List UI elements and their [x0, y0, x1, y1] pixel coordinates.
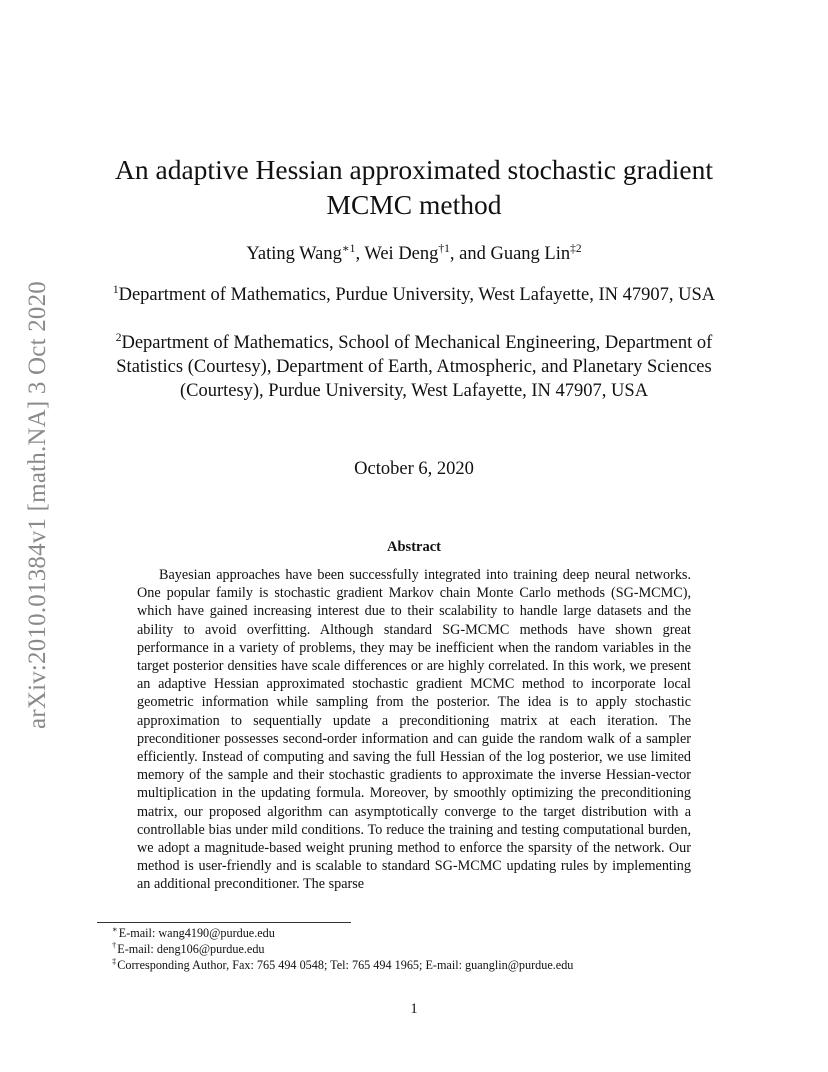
affiliation-marker: 1	[112, 283, 119, 296]
footnote-marker: †	[112, 940, 117, 951]
footnote-item	[112, 925, 732, 941]
affiliation-1	[96, 283, 732, 307]
title-line-1: An adaptive Hessian approximated stochastic gradient	[115, 154, 713, 185]
affiliation-marker: 2	[115, 331, 122, 344]
author-separator: ,	[355, 244, 365, 264]
footnote-text: E-mail: deng106@purdue.edu	[117, 942, 265, 957]
author-marks: ‡2	[570, 242, 582, 255]
footnote-item	[112, 941, 732, 957]
arxiv-identifier: arXiv:2010.01384v1 [math.NA] 3 Oct 2020	[24, 280, 51, 730]
footnote-divider	[97, 922, 351, 923]
abstract-text: Bayesian approaches have been successfully integrated into training deep neural networks. One popular family is stochastic gradient Markov chain Monte Carlo methods (SG-MCMC), which have gained increasing interest due to their scalability to handle large datasets and the ability to avoid overfitting. Although standard SG-MCMC methods have shown great performance in a variety of problems, they may be inefficient when the random variables in the target posterior densities have scale differences or are highly correlated. In this work, we present an adaptive Hessian approximated stochastic gradient MCMC method to incorporate local geometric information while sampling from the posterior. The idea is to apply stochastic approximation to sequentially update a preconditioning matrix at each iteration. The preconditioner possesses second-order information and can guide the random walk of a sampler efficiently. Instead of computing and saving the full Hessian of the log posterior, we use limited memory of the sample and their stochastic gradients to approximate the inverse Hessian-vector multiplication in the updating formula. Moreover, by smoothly optimizing the preconditioning matrix, our proposed algorithm can asymptotically converge to the target distribution with a controllable bias under mild conditions. To reduce the training and testing computational burden, we adopt a magnitude-based weight pruning method to enforce the sparsity of the network. Our method is user-friendly and is scalable to standard SG-MCMC updating rules by implementing an additional preconditioner. The sparse	[137, 567, 691, 893]
author-separator: , and	[449, 244, 491, 264]
author-marks: †1	[438, 242, 450, 255]
page-number: 1	[410, 1001, 418, 1017]
footnote-item	[112, 957, 732, 973]
author-list	[100, 242, 728, 266]
footnote-text: Corresponding Author, Fax: 765 494 0548; Tel: 765 494 1965; E-mail: guanglin@purdue.edu	[117, 958, 574, 973]
footnote-text: E-mail: wang4190@purdue.edu	[118, 926, 275, 940]
publication-date: October 6, 2020	[354, 459, 474, 479]
author-name: Wei Deng	[364, 244, 439, 264]
paper-title	[100, 152, 728, 222]
footnotes	[112, 925, 732, 974]
author-marks: ∗1	[341, 242, 356, 255]
footnote-marker: ∗	[112, 923, 118, 934]
footnote-marker: ‡	[112, 956, 117, 967]
affiliation-text: Department of Mathematics, Purdue University, West Lafayette, IN 47907, USA	[118, 285, 716, 305]
affiliation-text: Department of Mathematics, School of Mechanical Engineering, Department of Statistics (Courtesy), Department of Earth, Atmospheric, and Planetary Sciences (Courtesy), Purdue University, West Lafayette, IN 47907, USA	[116, 333, 713, 402]
author-name: Yating Wang	[246, 244, 342, 264]
affiliation-2	[96, 331, 732, 404]
abstract-heading: Abstract	[387, 539, 441, 555]
author-name: Guang Lin	[490, 244, 571, 264]
title-line-2: MCMC method	[326, 189, 502, 220]
